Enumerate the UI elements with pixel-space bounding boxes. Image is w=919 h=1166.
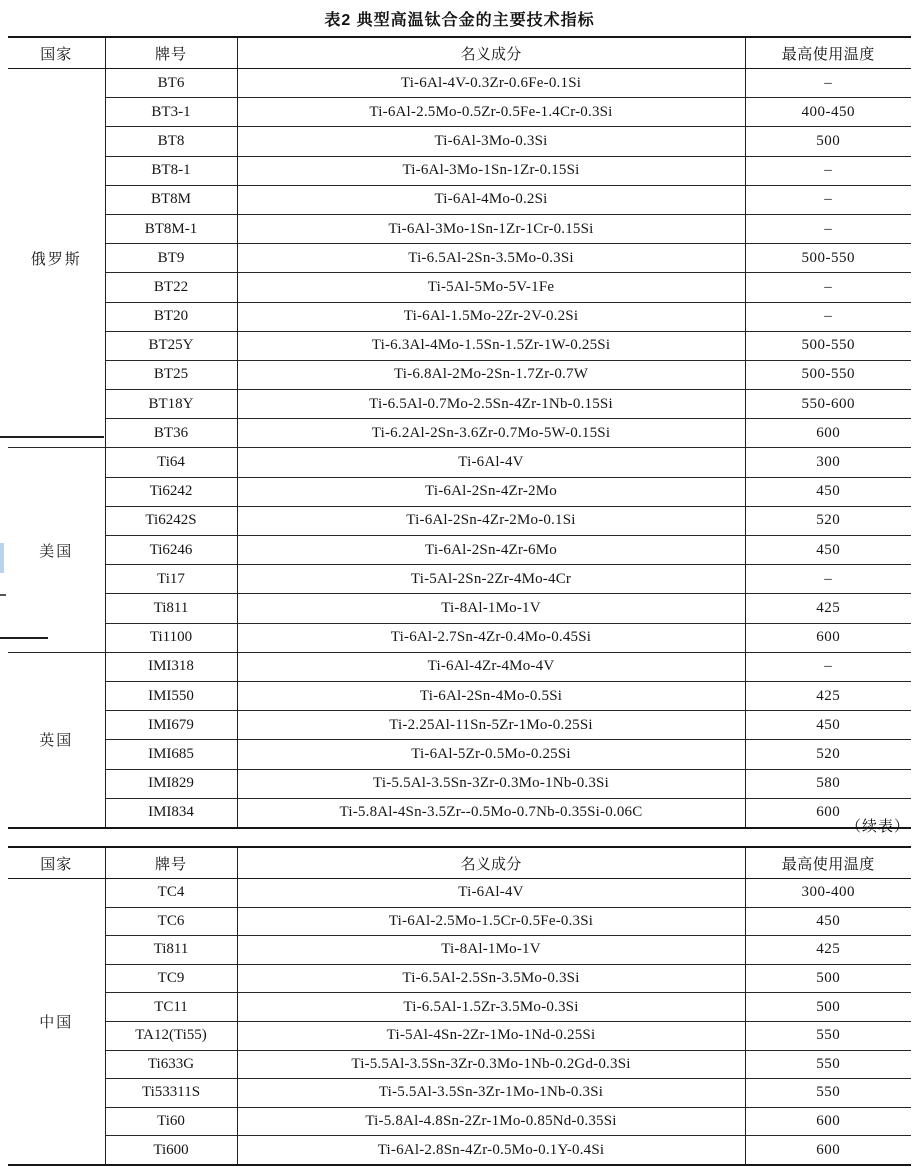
grade-cell: Ti811 — [105, 594, 237, 623]
header-country: 国家 — [8, 847, 105, 879]
composition-cell: Ti-6.2Al-2Sn-3.6Zr-0.7Mo-5W-0.15Si — [237, 419, 745, 448]
temperature-cell: 500 — [745, 127, 911, 156]
composition-cell: Ti-6Al-2.5Mo-0.5Zr-0.5Fe-1.4Cr-0.3Si — [237, 98, 745, 127]
composition-cell: Ti-6.8Al-2Mo-2Sn-1.7Zr-0.7W — [237, 360, 745, 389]
table-row — [8, 798, 911, 828]
composition-cell: Ti-6.5Al-2Sn-3.5Mo-0.3Si — [237, 244, 745, 273]
table-row — [8, 127, 911, 156]
composition-cell: Ti-6Al-5Zr-0.5Mo-0.25Si — [237, 740, 745, 769]
temperature-cell: 450 — [745, 536, 911, 565]
grade-cell: IMI679 — [105, 711, 237, 740]
table-row — [8, 623, 911, 652]
grade-cell: TC4 — [105, 879, 237, 908]
composition-cell: Ti-6.5Al-1.5Zr-3.5Mo-0.3Si — [237, 993, 745, 1022]
alloy-table-2 — [8, 846, 911, 1166]
table-row — [8, 98, 911, 127]
table-row — [8, 536, 911, 565]
temperature-cell: 550 — [745, 1050, 911, 1079]
grade-cell: BT8-1 — [105, 156, 237, 185]
table-row — [8, 652, 911, 681]
scan-artifact-mark — [0, 594, 6, 596]
table-row — [8, 1021, 911, 1050]
composition-cell: Ti-6Al-2Sn-4Zr-2Mo — [237, 477, 745, 506]
country-cell: 中国 — [8, 879, 105, 1165]
table-row — [8, 1107, 911, 1136]
header-composition: 名义成分 — [237, 37, 745, 69]
temperature-cell: 500-550 — [745, 360, 911, 389]
temperature-cell: 500-550 — [745, 331, 911, 360]
grade-cell: Ti6242S — [105, 506, 237, 535]
table-row — [8, 390, 911, 419]
composition-cell: Ti-5.5Al-3.5Sn-3Zr-0.3Mo-1Nb-0.2Gd-0.3Si — [237, 1050, 745, 1079]
grade-cell: Ti6246 — [105, 536, 237, 565]
table-row — [8, 477, 911, 506]
table-row — [8, 244, 911, 273]
table-row — [8, 1079, 911, 1108]
alloy-table-1 — [8, 36, 911, 829]
grade-cell: Ti60 — [105, 1107, 237, 1136]
composition-cell: Ti-6Al-2Sn-4Zr-6Mo — [237, 536, 745, 565]
grade-cell: IMI318 — [105, 652, 237, 681]
composition-cell: Ti-5Al-4Sn-2Zr-1Mo-1Nd-0.25Si — [237, 1021, 745, 1050]
temperature-cell: – — [745, 156, 911, 185]
temperature-cell: – — [745, 302, 911, 331]
country-cell: 美国 — [8, 448, 105, 652]
temperature-cell: 300 — [745, 448, 911, 477]
table-row — [8, 69, 911, 98]
temperature-cell: – — [745, 565, 911, 594]
table-row — [8, 1136, 911, 1165]
grade-cell: BT20 — [105, 302, 237, 331]
table-row — [8, 964, 911, 993]
temperature-cell: 600 — [745, 419, 911, 448]
grade-cell: BT8M-1 — [105, 214, 237, 243]
temperature-cell: 500-550 — [745, 244, 911, 273]
temperature-cell: – — [745, 273, 911, 302]
temperature-cell: 500 — [745, 993, 911, 1022]
grade-cell: BT36 — [105, 419, 237, 448]
table-row — [8, 769, 911, 798]
grade-cell: Ti64 — [105, 448, 237, 477]
table-row — [8, 711, 911, 740]
temperature-cell: – — [745, 69, 911, 98]
composition-cell: Ti-6Al-1.5Mo-2Zr-2V-0.2Si — [237, 302, 745, 331]
header-composition: 名义成分 — [237, 847, 745, 879]
temperature-cell: 600 — [745, 1136, 911, 1165]
table-row — [8, 681, 911, 710]
temperature-cell: – — [745, 652, 911, 681]
composition-cell: Ti-8Al-1Mo-1V — [237, 594, 745, 623]
grade-cell: Ti600 — [105, 1136, 237, 1165]
composition-cell: Ti-5.8Al-4Sn-3.5Zr--0.5Mo-0.7Nb-0.35Si-0.06C — [237, 798, 745, 828]
composition-cell: Ti-6Al-3Mo-1Sn-1Zr-0.15Si — [237, 156, 745, 185]
grade-cell: BT8M — [105, 185, 237, 214]
temperature-cell: 520 — [745, 740, 911, 769]
composition-cell: Ti-6Al-4V — [237, 879, 745, 908]
header-max-temperature: 最高使用温度 — [745, 37, 911, 69]
grade-cell: BT22 — [105, 273, 237, 302]
temperature-cell: 550 — [745, 1021, 911, 1050]
composition-cell: Ti-6Al-4V-0.3Zr-0.6Fe-0.1Si — [237, 69, 745, 98]
table-row — [8, 331, 911, 360]
grade-cell: Ti811 — [105, 936, 237, 965]
table-row — [8, 360, 911, 389]
grade-cell: Ti17 — [105, 565, 237, 594]
grade-cell: TC11 — [105, 993, 237, 1022]
table-row — [8, 907, 911, 936]
composition-cell: Ti-5.5Al-3.5Sn-3Zr-0.3Mo-1Nb-0.3Si — [237, 769, 745, 798]
composition-cell: Ti-6Al-2Sn-4Mo-0.5Si — [237, 681, 745, 710]
table-row — [8, 594, 911, 623]
grade-cell: BT6 — [105, 69, 237, 98]
table-row — [8, 740, 911, 769]
composition-cell: Ti-6Al-2.8Sn-4Zr-0.5Mo-0.1Y-0.4Si — [237, 1136, 745, 1165]
temperature-cell: – — [745, 214, 911, 243]
country-cell: 英国 — [8, 652, 105, 828]
composition-cell: Ti-5.5Al-3.5Sn-3Zr-1Mo-1Nb-0.3Si — [237, 1079, 745, 1108]
grade-cell: IMI550 — [105, 681, 237, 710]
header-max-temperature: 最高使用温度 — [745, 847, 911, 879]
temperature-cell: 450 — [745, 711, 911, 740]
composition-cell: Ti-5.8Al-4.8Sn-2Zr-1Mo-0.85Nd-0.35Si — [237, 1107, 745, 1136]
composition-cell: Ti-6Al-2Sn-4Zr-2Mo-0.1Si — [237, 506, 745, 535]
grade-cell: BT8 — [105, 127, 237, 156]
temperature-cell: 450 — [745, 907, 911, 936]
grade-cell: TC9 — [105, 964, 237, 993]
table-row — [8, 302, 911, 331]
header-row — [8, 37, 911, 69]
grade-cell: BT18Y — [105, 390, 237, 419]
composition-cell: Ti-5Al-5Mo-5V-1Fe — [237, 273, 745, 302]
temperature-cell: 400-450 — [745, 98, 911, 127]
composition-cell: Ti-2.25Al-11Sn-5Zr-1Mo-0.25Si — [237, 711, 745, 740]
temperature-cell: – — [745, 185, 911, 214]
scan-artifact-dash — [0, 637, 48, 639]
country-cell: 俄罗斯 — [8, 69, 105, 448]
table-row — [8, 273, 911, 302]
temperature-cell: 450 — [745, 477, 911, 506]
grade-cell: TC6 — [105, 907, 237, 936]
temperature-cell: 500 — [745, 964, 911, 993]
table-row — [8, 565, 911, 594]
grade-cell: IMI834 — [105, 798, 237, 828]
composition-cell: Ti-6Al-3Mo-1Sn-1Zr-1Cr-0.15Si — [237, 214, 745, 243]
header-grade: 牌号 — [105, 37, 237, 69]
grade-cell: BT3-1 — [105, 98, 237, 127]
temperature-cell: 425 — [745, 681, 911, 710]
header-grade: 牌号 — [105, 847, 237, 879]
grade-cell: Ti6242 — [105, 477, 237, 506]
header-row — [8, 847, 911, 879]
temperature-cell: 520 — [745, 506, 911, 535]
grade-cell: Ti53311S — [105, 1079, 237, 1108]
header-country: 国家 — [8, 37, 105, 69]
table-row — [8, 185, 911, 214]
temperature-cell: 600 — [745, 798, 911, 828]
grade-cell: IMI829 — [105, 769, 237, 798]
table-row — [8, 879, 911, 908]
grade-cell: TA12(Ti55) — [105, 1021, 237, 1050]
composition-cell: Ti-6Al-4V — [237, 448, 745, 477]
table-row — [8, 419, 911, 448]
temperature-cell: 425 — [745, 936, 911, 965]
grade-cell: BT25Y — [105, 331, 237, 360]
temperature-cell: 550-600 — [745, 390, 911, 419]
table-row — [8, 1050, 911, 1079]
composition-cell: Ti-6Al-4Zr-4Mo-4V — [237, 652, 745, 681]
temperature-cell: 425 — [745, 594, 911, 623]
composition-cell: Ti-5Al-2Sn-2Zr-4Mo-4Cr — [237, 565, 745, 594]
temperature-cell: 300-400 — [745, 879, 911, 908]
grade-cell: Ti633G — [105, 1050, 237, 1079]
temperature-cell: 600 — [745, 1107, 911, 1136]
scan-artifact-dash — [0, 436, 104, 438]
table-row — [8, 936, 911, 965]
composition-cell: Ti-6Al-2.5Mo-1.5Cr-0.5Fe-0.3Si — [237, 907, 745, 936]
composition-cell: Ti-6Al-4Mo-0.2Si — [237, 185, 745, 214]
composition-cell: Ti-8Al-1Mo-1V — [237, 936, 745, 965]
composition-cell: Ti-6.5Al-2.5Sn-3.5Mo-0.3Si — [237, 964, 745, 993]
table-row — [8, 448, 911, 477]
table-row — [8, 993, 911, 1022]
continued-table-label: （续表） — [845, 819, 910, 835]
scan-artifact-mark — [0, 543, 4, 573]
composition-cell: Ti-6Al-3Mo-0.3Si — [237, 127, 745, 156]
grade-cell: Ti1100 — [105, 623, 237, 652]
temperature-cell: 550 — [745, 1079, 911, 1108]
composition-cell: Ti-6Al-2.7Sn-4Zr-0.4Mo-0.45Si — [237, 623, 745, 652]
grade-cell: BT25 — [105, 360, 237, 389]
table-row — [8, 506, 911, 535]
composition-cell: Ti-6.5Al-0.7Mo-2.5Sn-4Zr-1Nb-0.15Si — [237, 390, 745, 419]
table-row — [8, 214, 911, 243]
table-title: 表2 典型高温钛合金的主要技术指标 — [324, 12, 595, 29]
table-row — [8, 156, 911, 185]
composition-cell: Ti-6.3Al-4Mo-1.5Sn-1.5Zr-1W-0.25Si — [237, 331, 745, 360]
temperature-cell: 600 — [745, 623, 911, 652]
grade-cell: BT9 — [105, 244, 237, 273]
grade-cell: IMI685 — [105, 740, 237, 769]
temperature-cell: 580 — [745, 769, 911, 798]
